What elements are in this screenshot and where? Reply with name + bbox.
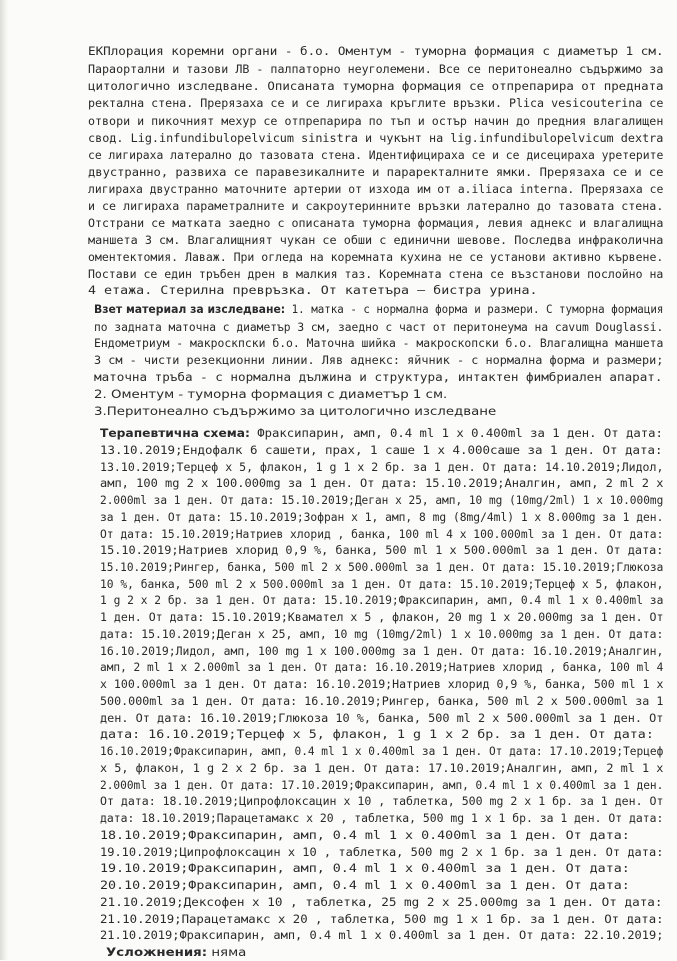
text-line: маншета 3 см. Влагалищният чукан се обши с единични шевове. Последва инфраколична: [88, 233, 664, 248]
text-line: 13.10.2019;Терцеф x 5, флакон, 1 g 1 x 2 бр. за 1 ден. От дата: 14.10.2019;Лидол,: [100, 459, 664, 474]
text-line: 15.10.2019;Натриев хлорид 0,9 %, банка, 500 ml 1 x 500.000ml за 1 ден. От дата:: [100, 543, 664, 558]
text-line: 2.000ml за 1 ден. От дата: 17.10.2019;Фраксипарин, амп, 0.4 ml 1 x 0.400ml за 1 ден.: [100, 777, 664, 792]
text-line: От дата: 18.10.2019;Ципрофлоксацин x 10 , таблетка, 500 mg 2 x 1 бр. за 1 ден. От: [100, 794, 664, 809]
text-line: 10 %, банка, 500 ml 2 x 500.000ml за 1 ден. От дата: 15.10.2019;Терцеф x 5, флакон,: [100, 576, 664, 591]
text-line: амп, 100 mg 2 x 100.000mg за 1 ден. От дата: 15.10.2019;Аналгин, амп, 2 ml 2 x: [100, 476, 664, 491]
text-line: Параортални и тазови ЛВ - палпаторно неуголемени. Все се перитонеално съдържимо за: [88, 61, 664, 76]
text-line: 1 g 2 x 2 бр. за 1 ден. От дата: 15.10.2019;Фраксипарин, амп, 0.4 ml 1 x 0.400ml за: [100, 593, 664, 608]
text-line: 3 см - чисти резекционни линии. Ляв аднекс: яйчник - с нормална форма и размери;: [94, 353, 664, 368]
text-line: цитологично изследване. Описаната туморна формация се отпрепарира от предната: [88, 79, 664, 94]
text-line: 1. матка - с нормална форма и размери. С туморна формация: [285, 301, 664, 316]
text-line: лигираха двустранно маточните артерии от изхода им от a.iliaca interna. Прерязаха се: [88, 181, 664, 196]
text-line: Ендометриум - макроскпски б.о. Маточна шийка - макроскопски б.о. Влагалищна маншета: [94, 336, 664, 351]
text-line: 20.10.2019;Фраксипарин, амп, 0.4 ml 1 x 0.400ml за 1 ден. От дата:: [100, 878, 630, 893]
text-line: ЕКПлорация коремни органи - б.о. Оментум - туморна формация с диаметър 1 см.: [88, 44, 664, 58]
text-line: двустранно, развиха се паравезикалните и параректалните ямки. Прерязаха се и се: [88, 165, 664, 180]
text-line: дата: 15.10.2019;Деган x 25, амп, 10 mg (10mg/2ml) 1 x 10.000mg за 1 ден. От дата:: [100, 626, 664, 641]
text-line: и се лигираха параметралните и сакроутеринните връзки латерално до тазовата стена.: [88, 198, 664, 213]
text-line: 2.000ml за 1 ден. От дата: 15.10.2019;Деган x 25, амп, 10 mg (10mg/2ml) 1 x 10.000mg: [100, 493, 664, 508]
text-line: ден. От дата: 16.10.2019;Глюкоза 10 %, банка, 500 ml 2 x 500.000ml за 1 ден. От: [100, 710, 664, 725]
text-line: 15.10.2019;Рингер, банка, 500 ml 2 x 500.000ml за 1 ден. От дата: 15.10.2019;Глюкоза: [100, 559, 664, 574]
text-line: От дата: 15.10.2019;Натриев хлорид , банка, 100 ml 4 x 100.000ml за 1 ден. От дата:: [100, 526, 664, 541]
therapy-section: [100, 425, 663, 442]
text-line: 3.Перитонеално съдържимо за цитологично изследване: [94, 404, 497, 419]
text-line: 18.10.2019;Фраксипарин, амп, 0.4 ml 1 x 0.400ml за 1 ден. От дата:: [100, 827, 630, 842]
text-line: 2. Оментум - туморна формация с диаметър 1 см.: [94, 386, 448, 401]
text-line: по задната маточна с диаметър 3 см, заедно с част от перитонеума на cavum Douglassi.: [94, 319, 664, 334]
text-line: отвори и пикочният мехур се отпрепарира по тъп и остър начин до предния влагалищен: [88, 113, 664, 128]
text-line: 500.000ml за 1 ден. От дата: 16.10.2019;Рингер, банка, 500 ml 2 x 500.000ml за 1: [100, 693, 664, 708]
material-label: Взет материал за изследване:: [94, 301, 286, 316]
complications-section: [106, 944, 246, 961]
text-line: x 5, флакон, 1 g 2 x 2 бр. за 1 ден. От дата: 17.10.2019;Аналгин, амп, 2 ml 1 x: [100, 760, 664, 775]
text-line: амп, 2 ml 1 x 2.000ml за 1 ден. От дата: 16.10.2019;Натриев хлорид , банка, 100 ml 4: [100, 660, 664, 675]
complications-value: няма: [207, 945, 247, 959]
text-line: дата: 18.10.2019;Парацетамакс x 20 , таблетка, 500 mg 1 x 1 бр. за 1 ден. От дата:: [100, 811, 664, 826]
text-line: за 1 ден. От дата: 15.10.2019;Зофран x 1, амп, 8 mg (8mg/4ml) 1 x 8.000mg за 1 ден.: [100, 509, 664, 524]
text-line: Фраксипарин, амп, 0.4 ml 1 x 0.400ml за 1 ден. От дата:: [249, 426, 663, 441]
text-line: Отстрани се матката заедно с описаната туморна формация, левия аднекс и влагалищна: [88, 216, 664, 231]
text-line: 19.10.2019;Ципрофлоксацин x 10 , таблетка, 500 mg 2 x 1 бр. за 1 ден. От дата:: [100, 844, 664, 859]
text-line: x 100.000ml за 1 ден. От дата: 16.10.2019;Натриев хлорид 0,9 %, банка, 500 ml 1 x: [100, 677, 664, 692]
text-line: 16.10.2019;Фраксипарин, амп, 0.4 ml 1 x 0.400ml за 1 ден. От дата: 17.10.2019;Терцеф: [100, 744, 664, 759]
text-line: маточна тръба - с нормална дължина и структура, интактен фимбриален апарат.: [94, 369, 663, 384]
text-line: 16.10.2019;Лидол, амп, 100 mg 1 x 100.000mg за 1 ден. От дата: 16.10.2019;Аналгин,: [100, 643, 664, 658]
text-line: 21.10.2019;Фраксипарин, амп, 0.4 ml 1 x 0.400ml за 1 ден. От дата: 22.10.2019;: [100, 928, 664, 943]
text-line: 13.10.2019;Ендофалк 6 сашети, прах, 1 саше 1 x 4.000саше за 1 ден. От дата:: [100, 442, 663, 457]
text-line: Постави се един тръбен дрен в малкия таз. Коремната стена се възстанови послойно на: [88, 266, 664, 281]
text-line: 21.10.2019;Дексофен x 10 , таблетка, 25 mg 2 x 25.000mg за 1 ден. От дата:: [100, 894, 663, 909]
text-line: дата: 16.10.2019;Терцеф x 5, флакон, 1 g 1 x 2 бр. за 1 ден. От дата:: [100, 727, 654, 742]
text-line: свод. Lig.infundibulopelvicum sinistra и чукънт на lig.infundibulopelvicum dextra: [88, 130, 664, 145]
text-line: ректална стена. Прерязаха се и се лигираха кръглите връзки. Plica vesicouterina се: [88, 96, 664, 111]
scan-edge-shadow: [0, 0, 8, 960]
text-line: 1 ден. От дата: 15.10.2019;Квамател x 5 , флакон, 20 mg 1 x 20.000mg за 1 ден. От: [100, 610, 664, 625]
text-line: оментектомия. Лаваж. При огледа на коремната кухина не се установи активно кървене.: [88, 249, 664, 264]
therapy-label: Терапевтична схема:: [100, 426, 250, 441]
text-line: се лигираха латерално до тазовата стена. Идентифицираха се и се дисецираха уретерите: [88, 148, 664, 163]
material-section: [94, 301, 663, 318]
complications-label: Усложнения:: [106, 945, 208, 959]
text-line: 19.10.2019;Фраксипарин, амп, 0.4 ml 1 x 0.400ml за 1 ден. От дата:: [100, 861, 630, 876]
text-line: 4 етажа. Стерилна превръзка. От катетъра – бистра урина.: [88, 283, 538, 298]
text-line: 21.10.2019;Парацетамакс x 20 , таблетка, 500 mg 1 x 1 бр. за 1 ден. От дата:: [100, 911, 664, 926]
